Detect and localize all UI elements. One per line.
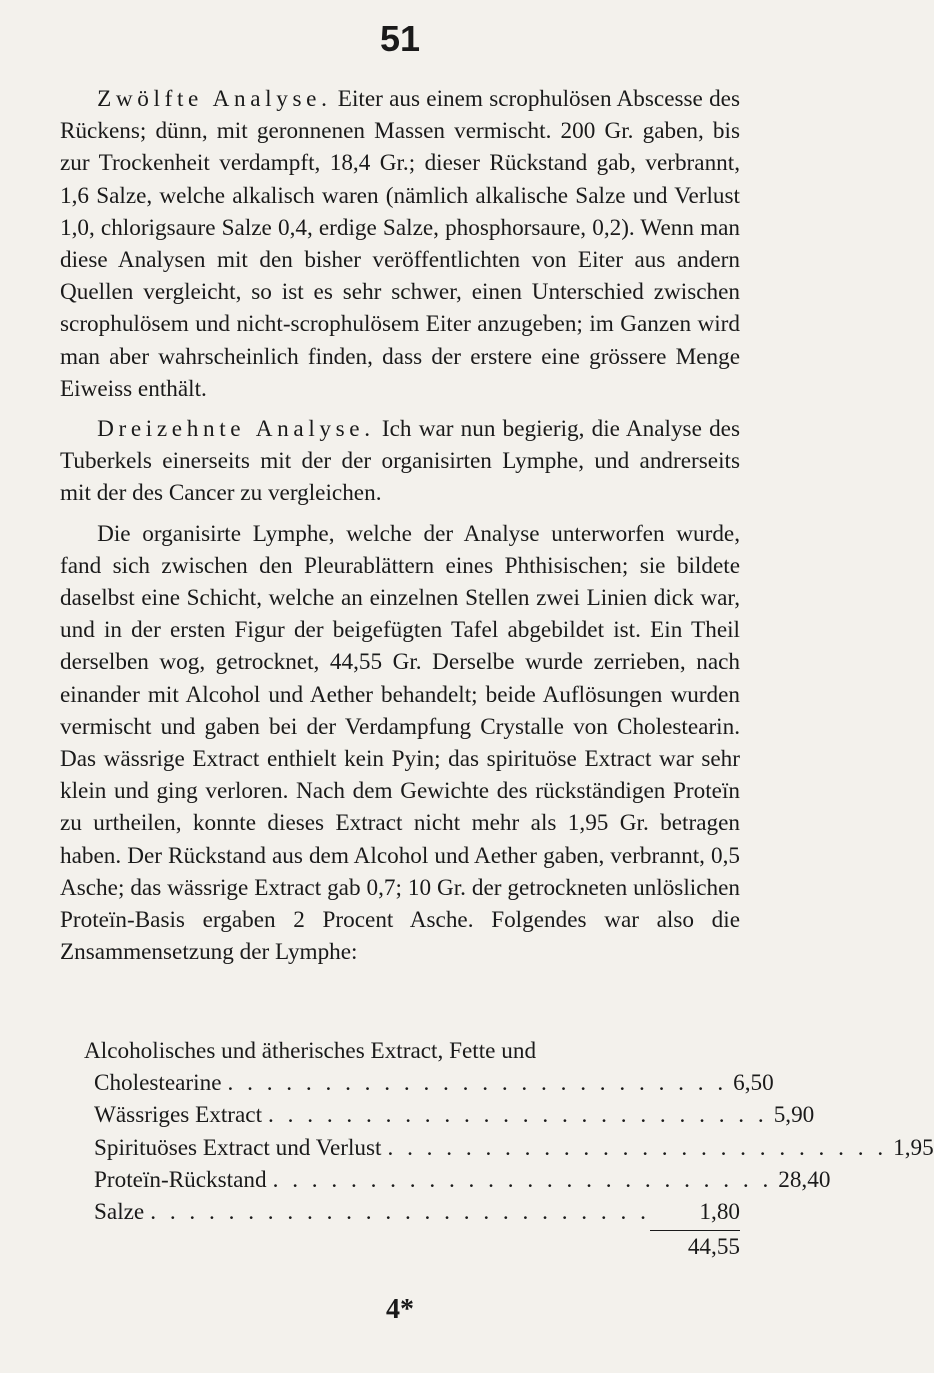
- heading-analysis-12: Zwölfte Analyse.: [97, 86, 332, 112]
- table-row: [84, 1164, 831, 1196]
- paragraph-text: Ich war nun begierig, die Analyse des Tuberkels einerseits mit der der organisirten Lymphe, und andrerseits mit der des Cancer zu vergleichen.: [60, 416, 740, 507]
- leader-dots: . . . . . . . . . . . . . . . . . . . . . . . . . .: [150, 1198, 650, 1225]
- page-number: 51: [379, 18, 421, 59]
- paragraph-text: Eiter aus einem scrophulösen Abscesse des Rückens; dünn, mit geronnenen Massen vermischt. 200 Gr. gaben, bis zur Trockenheit verdampft, 18,4 Gr.; dieser Rückstand gab, verbrannt, 1,6 Salze, welche alkalisch waren (nämlich alkalische Salze und Verlust 1,0, chlorigsaure Salze 0,4, erdige Salze, phosphorsaure, 0,2). Wenn man diese Analysen mit den bisher veröffentlichten von Eiter aus andern Quellen vergleicht, so ist es sehr schwer, einen Unterschied zwischen scrophulösem und nicht-scrophulösem Eiter anzugeben; im Ganzen wird man aber wahrscheinlich finden, dass der erstere eine grössere Menge Eiweiss enthält.: [60, 86, 740, 402]
- body-text: [60, 83, 740, 968]
- leader-dots: . . . . . . . . . . . . . . . . . . . . . . . . . .: [387, 1134, 888, 1161]
- table-row: [84, 1067, 774, 1099]
- leader-dots: . . . . . . . . . . . . . . . . . . . . . . . . . .: [268, 1102, 768, 1129]
- row-value: 1,80: [699, 1198, 740, 1225]
- row-value: 5,90: [773, 1102, 815, 1129]
- paragraph-analysis-13: [60, 413, 740, 510]
- table-row: [84, 1132, 934, 1164]
- composition-table: [84, 1035, 934, 1263]
- heading-analysis-13: Dreizehnte Analyse.: [97, 416, 375, 443]
- row-value: 6,50: [733, 1070, 774, 1097]
- row-value: 1,95: [893, 1134, 934, 1161]
- total-row: [84, 1231, 740, 1263]
- row-label: Salze: [94, 1198, 145, 1225]
- row-value: 28,40: [778, 1166, 831, 1193]
- leader-dots: . . . . . . . . . . . . . . . . . . . . . . . . . .: [227, 1070, 728, 1097]
- table-row: [84, 1196, 740, 1228]
- signature-mark: 4*: [386, 1294, 414, 1325]
- row-label: Proteïn-Rückstand: [94, 1166, 267, 1193]
- table-row: [84, 1099, 815, 1131]
- leader-dots: . . . . . . . . . . . . . . . . . . . . . . . . . .: [272, 1166, 773, 1193]
- row-label: Spirituöses Extract und Verlust: [94, 1134, 382, 1161]
- row-label: Wässriges Extract: [94, 1102, 263, 1129]
- total-value: 44,55: [687, 1234, 740, 1261]
- paragraph-text: Die organisirte Lymphe, welche der Analyse unterworfen wurde, fand sich zwischen den Pleurablättern eines Phthisischen; sie bildete daselbst eine Schicht, welche an einzelnen Stellen zwei Linien dick war, und in der ersten Figur der beigefügten Tafel abgebildet ist. Ein Theil derselben wog, getrocknet, 44,55 Gr. Derselbe wurde zerrieben, nach einander mit Alcohol und Aether behandelt; beide Auflösungen wurden vermischt und gaben bei der Verdampfung Crystalle von Cholestearin. Das wässrige Extract enthielt kein Pyin; das spirituöse Extract war sehr klein und ging verloren. Nach dem Gewichte des rückständigen Proteïn zu urtheilen, konnte dieses Extract nicht mehr als 1,95 Gr. betragen haben. Der Rückstand aus dem Alcohol und Aether gaben, verbrannt, 0,5 Asche; das wässrige Extract gab 0,7; 10 Gr. der getrockneten unlöslichen Proteïn-Basis ergaben 2 Procent Asche. Folgendes war also die Znsammensetzung der Lymphe:: [60, 520, 740, 966]
- paragraph-lymph: [60, 518, 740, 969]
- row-label: Cholestearine: [94, 1070, 222, 1097]
- table-header: Alcoholisches und ätherisches Extract, Fette und: [84, 1038, 537, 1064]
- paragraph-analysis-12: [60, 83, 740, 405]
